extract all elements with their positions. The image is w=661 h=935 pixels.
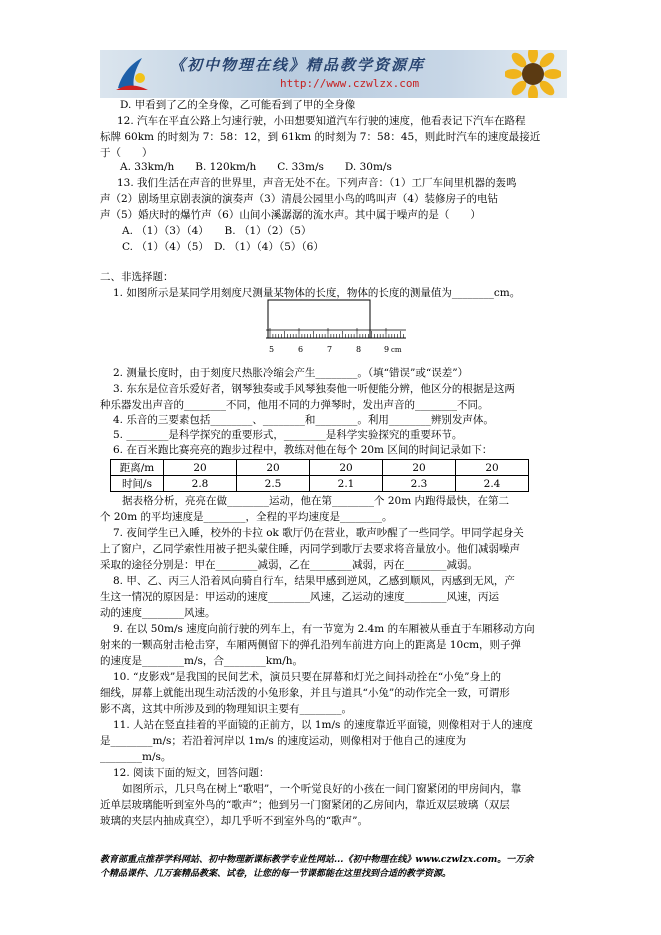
p7-line2: 上了窗户，乙同学索性用被子把头蒙住睡，丙同学到歌厅去要求将音量放小。他们减弱噪声	[100, 543, 520, 555]
section-heading: 二、非选择题：	[100, 271, 174, 283]
p5-question: 5. ________是科学探究的重要形式，________是科学实验探究的重要环节。	[113, 429, 463, 441]
p11-line2: 是________m/s；若沿着河岸以 1m/s 的速度运动，则像相对于他自己的速度为	[100, 735, 467, 747]
table-cell: 20	[237, 460, 310, 476]
p6-line2: 据表格分析，亮亮在做________运动，他在第________个 20m 内跑得最快，在第二	[122, 495, 509, 507]
p7-line1: 7. 夜间学生已入睡，校外的卡拉 ok 歌厅仍在营业，歌声吵醒了一些同学。甲同学起身关	[113, 527, 524, 539]
p9-line3: 的速度是________m/s，合________km/h。	[100, 655, 304, 667]
ruler-unit: cm	[391, 346, 402, 354]
table-cell: 20	[456, 460, 529, 476]
p3-line2: 种乐器发出声音的________不同，他用不同的力弹琴时，发出声音的________不同。	[100, 399, 489, 411]
header-banner	[100, 50, 567, 98]
q12-line2: 标牌 60km 的时刻为 7：58：12，到 61km 的时刻为 7：58：45，则此时汽车的速度最接近	[100, 131, 541, 143]
table-cell: 20	[164, 460, 237, 476]
p11-line3: ________m/s。	[100, 751, 172, 763]
ruler-label-9: 9	[384, 345, 390, 354]
p3-line1: 3. 东东是位音乐爱好者，钢琴独奏或手风琴独奏他一听便能分辨，他区分的根据是这两	[113, 383, 515, 395]
q12-line1: 12. 汽车在平直公路上匀速行驶，小田想要知道汽车行驶的速度，他看表记下汽车在路程	[117, 115, 526, 127]
ruler-diagram	[266, 296, 406, 356]
p10-line1: 10. “皮影戏”是我国的民间艺术，演员只要在屏幕和灯光之间抖动拴在“小兔”身上的	[113, 671, 502, 683]
p11-line1: 11. 人站在竖直挂着的平面镜的正前方，以 1m/s 的速度靠近平面镜，则像相对于人的速度	[113, 719, 533, 731]
banner-url[interactable]: http://www.czwlzx.com	[280, 77, 420, 90]
ruler-label-8: 8	[356, 345, 362, 354]
p8-line3: 动的速度________风速。	[100, 607, 216, 619]
q13-line2: 声（2）剧场里京剧表演的演奏声（3）清晨公园里小鸟的鸣叫声（4）装修房子的电钻	[100, 193, 499, 205]
table-row	[111, 460, 529, 476]
p9-line1: 9. 在以 50m/s 速度向前行驶的列车上，有一节宽为 2.4m 的车厢被从垂直于车厢移动方向	[113, 623, 535, 635]
ruler-label-6: 6	[298, 345, 304, 354]
q13-line1: 13. 我们生活在声音的世界里，声音无处不在。下列声音：（1）工厂车间里机器的轰鸣	[117, 177, 517, 189]
table-cell: 2.5	[237, 476, 310, 492]
table-cell: 2.3	[383, 476, 456, 492]
page-footer	[100, 853, 570, 881]
p12-line1: 如图所示，几只鸟在树上“歌唱”，一个听觉良好的小孩在一间门窗紧闭的甲房间内，靠	[122, 783, 522, 795]
q13-options-cd: C. （1）（4）（5） D. （1）（4）（5）（6）	[122, 241, 324, 253]
table-cell: 时间/s	[111, 476, 164, 492]
timing-table	[110, 459, 529, 492]
table-cell: 距离/m	[111, 460, 164, 476]
p10-line2: 细线，屏幕上就能出现生动活泼的小兔形象，并且与道具“小兔”的动作完全一致，可谓形	[100, 687, 510, 699]
q13-line3: 声（5）婚庆时的爆竹声（6）山间小溪潺潺的流水声。其中属于噪声的是（ ）	[100, 209, 481, 221]
q13-options-ab: A. （1）（3）（4） B. （1）（2）（5）	[122, 225, 312, 237]
ruler-label-5: 5	[269, 345, 275, 354]
table-cell: 20	[310, 460, 383, 476]
table-cell: 2.1	[310, 476, 383, 492]
ruler-label-7: 7	[327, 345, 333, 354]
footer-line: 教育部重点推荐学科网站、初中物理新课标教学专业性网站...《初中物理在线》www.czwlzx.com。一万余	[100, 855, 534, 865]
table-cell: 2.8	[164, 476, 237, 492]
p4-question: 4. 乐音的三要素包括________、________和________。利用________辨别发声体。	[113, 414, 494, 426]
p2-question: 2. 测量长度时，由于刻度尺热胀冷缩会产生________。（填“错误”或“误差”）	[113, 367, 469, 379]
p6-question: 6. 在百米跑比赛亮亮的跑步过程中，教练对他在每个 20m 区间的时间记录如下：	[113, 444, 493, 456]
p12-line2: 近单层玻璃能听到室外鸟的“歌声”；他到另一门窗紧闭的乙房间内，靠近双层玻璃（双层	[100, 799, 510, 811]
footer-line: 个精品课件、几万套精品教案、试卷，让您的每一节课都能在这里找到合适的教学资源。	[100, 869, 452, 879]
table-cell: 20	[383, 460, 456, 476]
q12-line3: 于（ ）	[100, 147, 153, 159]
table-row	[111, 476, 529, 492]
table-cell: 2.4	[456, 476, 529, 492]
sunflower-icon	[505, 50, 561, 98]
p12-line3: 玻璃的夹层内抽成真空），却几乎听不到室外鸟的“歌声”。	[100, 815, 368, 827]
p9-line2: 射来的一颗高射击枪击穿，车厢两侧留下的弹孔沿列车前进方向上的距离是 10cm，则子弹	[100, 639, 522, 651]
p7-line3: 采取的途径分别是：甲在________减弱，乙在________减弱，丙在________减弱。	[100, 559, 478, 571]
logo-icon	[112, 54, 152, 94]
banner-title: 《初中物理在线》精品教学资源库	[170, 56, 426, 74]
p8-line1: 8. 甲、乙、丙三人沿着风向骑自行车，结果甲感到逆风，乙感到顺风，丙感到无风，产	[113, 575, 515, 587]
p12-heading: 12. 阅读下面的短文，回答问题：	[113, 767, 270, 779]
p1-question: 1. 如图所示是某同学用刻度尺测量某物体的长度，物体的长度的测量值为________cm。	[113, 287, 521, 299]
p10-line3: 影不离，这其中所涉及到的物理知识主要有________。	[100, 703, 352, 715]
q12-options: A. 33km/h B. 120km/h C. 33m/s D. 30m/s	[120, 161, 392, 173]
p8-line2: 生这一情况的原因是：甲运动的速度________风速，乙运动的速度________风速，丙运	[100, 591, 499, 603]
p6-line3: 个 20m 的平均速度是________，全程的平均速度是________。	[100, 511, 393, 523]
option-d: D. 甲看到了乙的全身像，乙可能看到了甲的全身像	[120, 99, 356, 111]
